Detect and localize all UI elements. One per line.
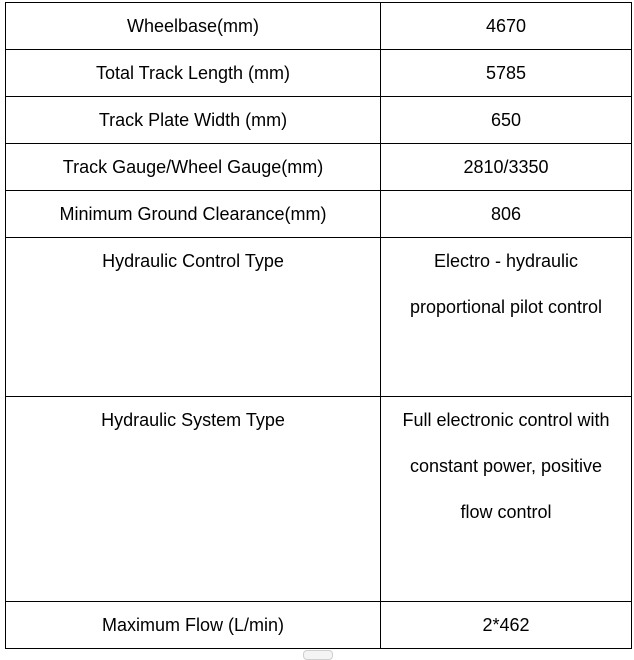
spec-value-hydraulic-control-type: Electro - hydraulic proportional pilot control: [381, 238, 632, 397]
spec-label-hydraulic-system-type: Hydraulic System Type: [6, 397, 381, 602]
spec-label-hydraulic-control-type: Hydraulic Control Type: [6, 238, 381, 397]
spec-value-track-plate-width: 650: [381, 97, 632, 144]
spec-label-track-gauge: Track Gauge/Wheel Gauge(mm): [6, 144, 381, 191]
spec-label-ground-clearance: Minimum Ground Clearance(mm): [6, 191, 381, 238]
spec-value-hydraulic-system-type: Full electronic control with constant power, positive flow control: [381, 397, 632, 602]
table-row: [6, 144, 632, 191]
spec-label-wheelbase: Wheelbase(mm): [6, 3, 381, 50]
scroll-handle[interactable]: [303, 650, 333, 660]
table-row: [6, 397, 632, 602]
table-row: [6, 191, 632, 238]
table-row: [6, 602, 632, 649]
spec-label-maximum-flow: Maximum Flow (L/min): [6, 602, 381, 649]
spec-value-total-track-length: 5785: [381, 50, 632, 97]
table-row: [6, 238, 632, 397]
table-row: [6, 50, 632, 97]
table-row: [6, 3, 632, 50]
spec-value-maximum-flow: 2*462: [381, 602, 632, 649]
spec-value-wheelbase: 4670: [381, 3, 632, 50]
spec-value-track-gauge: 2810/3350: [381, 144, 632, 191]
table-row: [6, 97, 632, 144]
spec-value-ground-clearance: 806: [381, 191, 632, 238]
spec-label-total-track-length: Total Track Length (mm): [6, 50, 381, 97]
spec-label-track-plate-width: Track Plate Width (mm): [6, 97, 381, 144]
specifications-table: [5, 2, 632, 649]
